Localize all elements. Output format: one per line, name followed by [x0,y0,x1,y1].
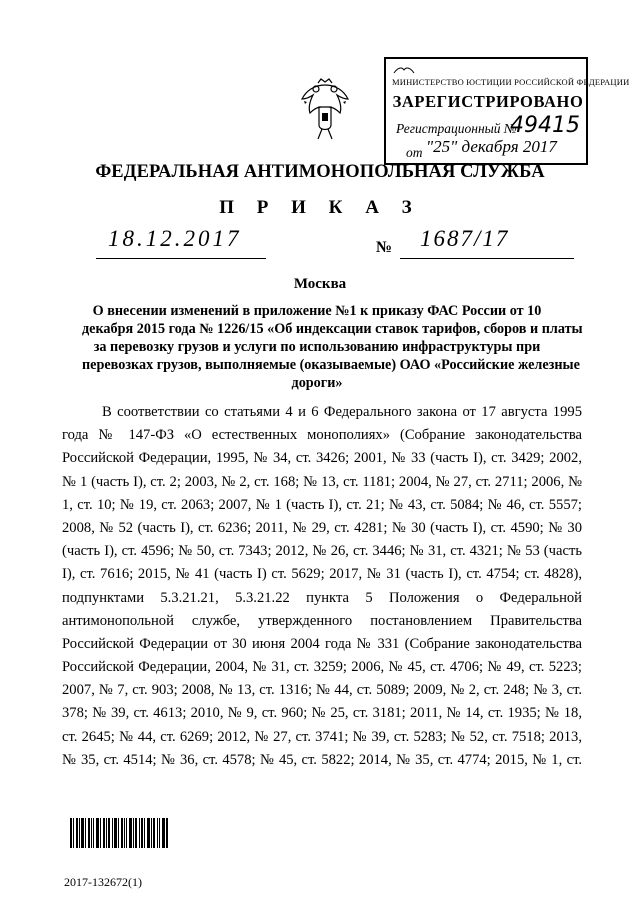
stamp-date-value: "25" декабря 2017 [426,137,557,156]
body-line: Российской Федерации, 2004, № 31, ст. 3259; 2006, № 45, ст. 4706; № 49, ст. 5223; [62,659,582,676]
body-line: подпунктами 5.3.21.21, 5.3.21.22 пункта 5 Положения о Федеральной [62,589,582,606]
body-line: 2007, № 7, ст. 903; 2008, № 13, ст. 1316; № 44, ст. 5089; 2009, № 2, ст. 248; № 3, ст. [62,682,582,699]
stamp-registered-label: ЗАРЕГИСТРИРОВАНО [392,92,584,111]
document-title: П Р И К А З [219,197,421,218]
subject-line: перевозках грузов, выполняемые (оказываемые) ОАО «Российские железные [82,357,580,373]
body-line: Российской Федерации от 30 июня 2004 года № 331 (Собрание законодательства [62,635,582,652]
stamp-emblem-icon [392,65,416,75]
barcode-icon [70,818,168,848]
order-date: 18.12.2017 [108,226,242,251]
stamp-date-label: от [406,145,423,160]
stamp-registration-number-label: Регистрационный № [396,121,517,136]
body-line: 1, ст. 10; № 19, ст. 2063; 2007, № 1 (часть I), ст. 21; № 43, ст. 5084; № 46, ст. 5557; [62,496,582,513]
body-line: 2008, № 52 (часть I), ст. 6236; 2011, № 29, ст. 4281; № 30 (часть I), ст. 4590; № 30 [62,519,582,536]
body-line: I), ст. 7616; 2015, № 41 (часть I) ст. 5629; 2017, № 31 (часть I), ст. 4754; ст. 4828), [62,566,582,583]
number-underline [400,258,574,259]
subject-line: декабря 2015 года № 1226/15 «Об индексации ставок тарифов, сборов и платы [82,321,583,337]
date-underline [96,258,266,259]
body-line: № 35, ст. 4514; № 36, ст. 4578; № 45, ст. 5822; 2014, № 35, ст. 4774; 2015, № 1, ст. [62,751,582,768]
coat-of-arms-emblem-icon [296,77,354,143]
stamp-registration-number: 49415 [510,113,580,138]
subject-line: дороги» [291,375,343,391]
body-line: 378; № 39, ст. 4613; 2010, № 9, ст. 960; № 25, ст. 3181; 2011, № 14, ст. 1935; № 18, [62,705,582,722]
order-number: 1687/17 [420,226,510,251]
body-paragraph [62,401,582,772]
agency-name: ФЕДЕРАЛЬНАЯ АНТИМОНОПОЛЬНАЯ СЛУЖБА [95,162,545,182]
registration-stamp [384,57,630,165]
city: Москва [293,276,347,292]
subject-line: за перевозку грузов и услуги по использованию инфраструктуры при [93,339,541,355]
body-line: года № 147-ФЗ «О естественных монополиях» (Собрание законодательства [62,427,582,444]
body-line: ст. 2645; № 44, ст. 6269; 2012, № 27, ст. 3741; № 39, ст. 5283; № 52, ст. 7518; 2013, [62,728,582,745]
stamp-ministry-name: МИНИСТЕРСТВО ЮСТИЦИИ РОССИЙСКОЙ ФЕДЕРАЦИИ [392,77,630,87]
body-line: антимонопольной службе, утвержденного постановлением Правительства [62,612,582,629]
body-line: Российской Федерации, 1995, № 34, ст. 3426; 2001, № 33 (часть I), ст. 3429; 2002, [62,450,582,467]
body-line: (часть I), ст. 4596; № 50, ст. 7343; 2012, № 26, ст. 3446; № 31, ст. 4321; № 53 (часть [62,543,582,560]
body-line: № 1 (часть I), ст. 2; 2003, № 2, ст. 168; № 13, ст. 1181; 2004, № 27, ст. 2711; 2006, № [62,473,582,490]
document-id: 2017-132672(1) [64,875,142,889]
body-line: В соответствии со статьями 4 и 6 Федерального закона от 17 августа 1995 [102,404,582,420]
subject-line: О внесении изменений в приложение №1 к приказу ФАС России от 10 [92,303,542,319]
order-number-label: № [376,239,393,256]
order-subject [82,302,583,392]
